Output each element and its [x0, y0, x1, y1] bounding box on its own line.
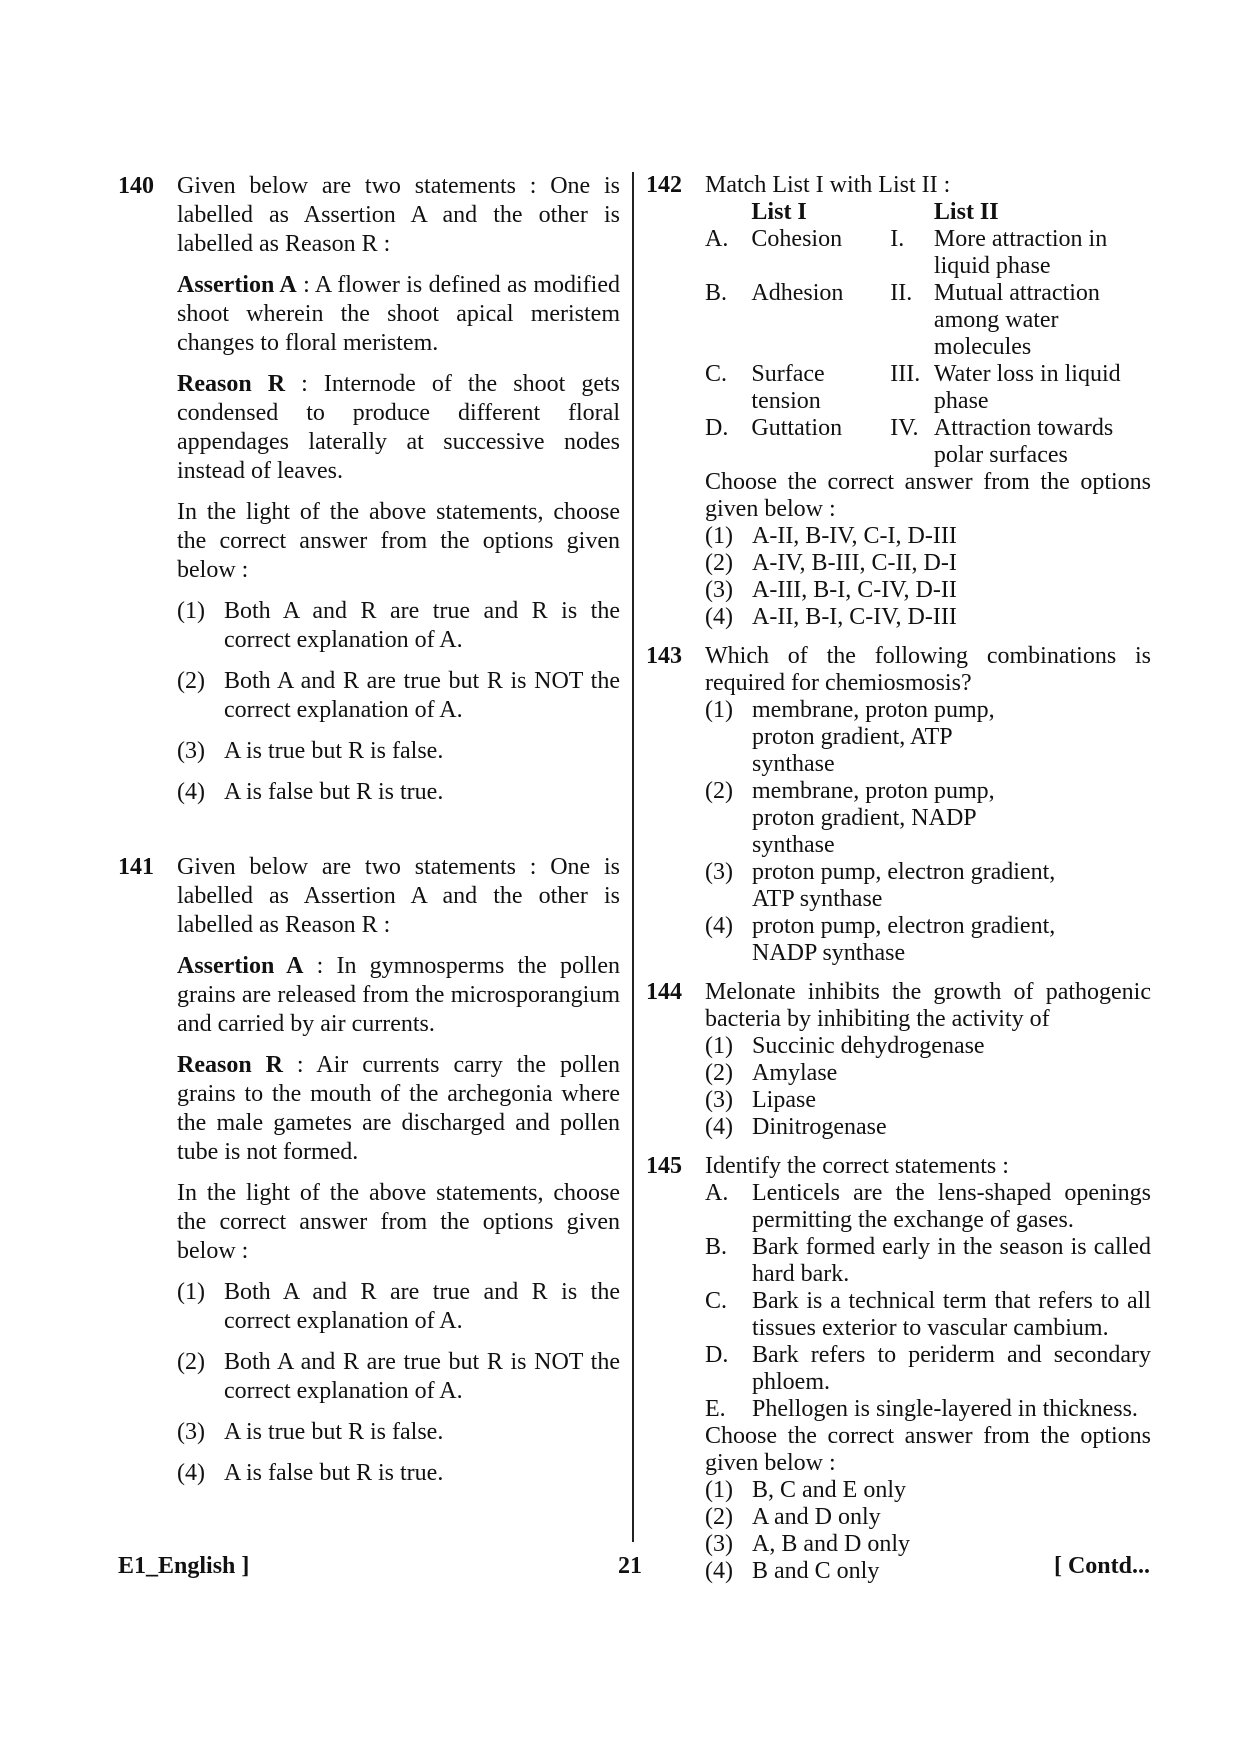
match-row: B. Adhesion II. Mutual attraction among water molecules	[705, 280, 1100, 360]
question-intro: Which of the following combinations is required for chemiosmosis?	[705, 643, 1151, 696]
option-3[interactable]: (3) Lipase	[705, 1087, 816, 1113]
option-1[interactable]: (1) membrane, proton pump, proton gradient, ATP synthase	[705, 697, 995, 777]
statement-b: B. Bark formed early in the season is called hard bark.	[705, 1234, 1151, 1287]
question-intro: Given below are two statements : One is labelled as Assertion A and the other is labelled as Reason R :	[177, 854, 620, 938]
question-number: 142	[646, 172, 682, 198]
option-2[interactable]: (2) A-IV, B-III, C-II, D-I	[705, 550, 957, 576]
option-3[interactable]: (3) A, B and D only	[705, 1531, 910, 1557]
match-row: C. Surface tension III. Water loss in liquid phase	[705, 361, 1121, 414]
question-intro: Melonate inhibits the growth of pathogenic bacteria by inhibiting the activity of	[705, 979, 1151, 1032]
option-1[interactable]: (1) B, C and E only	[705, 1477, 906, 1503]
statement-c: C. Bark is a technical term that refers to all tissues exterior to vascular cambium.	[705, 1288, 1151, 1341]
reason: Reason R : Air currents carry the pollen grains to the mouth of the archegonia where the male gametes are discharged and pollen tube is not formed.	[177, 1052, 620, 1165]
option-1[interactable]: (1) A-II, B-IV, C-I, D-III	[705, 523, 957, 549]
question-number: 141	[118, 854, 154, 880]
statement-a: A. Lenticels are the lens-shaped openings permitting the exchange of gases.	[705, 1180, 1151, 1233]
left-column	[118, 172, 620, 1500]
option-4[interactable]: (4) A is false but R is true.	[177, 779, 444, 805]
instruction: Choose the correct answer from the options given below :	[705, 1423, 1151, 1476]
statement-d: D. Bark refers to periderm and secondary phloem.	[705, 1342, 1151, 1395]
option-2[interactable]: (2) Both A and R are true but R is NOT the correct explanation of A.	[177, 1349, 620, 1404]
option-3[interactable]: (3) proton pump, electron gradient, ATP synthase	[705, 859, 1056, 912]
option-4[interactable]: (4) Dinitrogenase	[705, 1114, 887, 1140]
question-intro: Match List I with List II :	[705, 172, 951, 198]
question-145	[646, 1153, 1151, 1585]
question-intro: Given below are two statements : One is labelled as Assertion A and the other is labelled as Reason R :	[177, 173, 620, 257]
instruction: In the light of the above statements, choose the correct answer from the options given below :	[177, 1180, 620, 1264]
option-4[interactable]: (4) proton pump, electron gradient, NADP synthase	[705, 913, 1056, 966]
statement-e: E. Phellogen is single-layered in thickness.	[705, 1396, 1138, 1422]
question-intro: Identify the correct statements :	[705, 1153, 1009, 1179]
footer-contd: [ Contd...	[1053, 1553, 1150, 1579]
question-number: 144	[646, 979, 682, 1005]
right-column	[646, 172, 1151, 1585]
option-2[interactable]: (2) membrane, proton pump, proton gradient, NADP synthase	[705, 778, 995, 858]
option-2[interactable]: (2) Amylase	[705, 1060, 838, 1086]
assertion: Assertion A : In gymnosperms the pollen grains are released from the microsporangium and carried by air currents.	[177, 953, 620, 1037]
match-row: D. Guttation IV. Attraction towards polar surfaces	[705, 415, 1114, 468]
instruction: Choose the correct answer from the options given below :	[705, 469, 1151, 522]
option-2[interactable]: (2) A and D only	[705, 1504, 881, 1530]
question-140	[118, 172, 620, 807]
match-table	[705, 199, 1151, 469]
reason: Reason R : Internode of the shoot gets condensed to produce different floral appendages laterally at successive nodes instead of leaves.	[177, 371, 620, 484]
option-4[interactable]: (4) A is false but R is true.	[177, 1460, 444, 1486]
match-row: A. Cohesion I. More attraction in liquid phase	[705, 226, 1108, 279]
option-3[interactable]: (3) A is true but R is false.	[177, 738, 444, 764]
question-142	[646, 172, 1151, 631]
match-header-row: List I List II	[751, 199, 999, 225]
question-141	[118, 853, 620, 1488]
option-1[interactable]: (1) Succinic dehydrogenase	[705, 1033, 985, 1059]
option-1[interactable]: (1) Both A and R are true and R is the correct explanation of A.	[177, 598, 620, 653]
page-number: 21	[618, 1553, 642, 1579]
question-number: 140	[118, 173, 154, 199]
option-3[interactable]: (3) A is true but R is false.	[177, 1419, 444, 1445]
column-divider	[632, 172, 634, 1542]
instruction: In the light of the above statements, choose the correct answer from the options given below :	[177, 499, 620, 583]
question-number: 145	[646, 1153, 682, 1179]
question-144	[646, 979, 1151, 1141]
question-number: 143	[646, 643, 682, 669]
question-143	[646, 643, 1151, 967]
assertion: Assertion A : A flower is defined as modified shoot wherein the shoot apical meristem changes to floral meristem.	[177, 272, 620, 356]
option-1[interactable]: (1) Both A and R are true and R is the correct explanation of A.	[177, 1279, 620, 1334]
footer-paper-code: E1_English ]	[118, 1553, 250, 1579]
option-2[interactable]: (2) Both A and R are true but R is NOT the correct explanation of A.	[177, 668, 620, 723]
option-4[interactable]: (4) A-II, B-I, C-IV, D-III	[705, 604, 957, 630]
option-3[interactable]: (3) A-III, B-I, C-IV, D-II	[705, 577, 957, 603]
option-4[interactable]: (4) B and C only	[705, 1558, 880, 1584]
